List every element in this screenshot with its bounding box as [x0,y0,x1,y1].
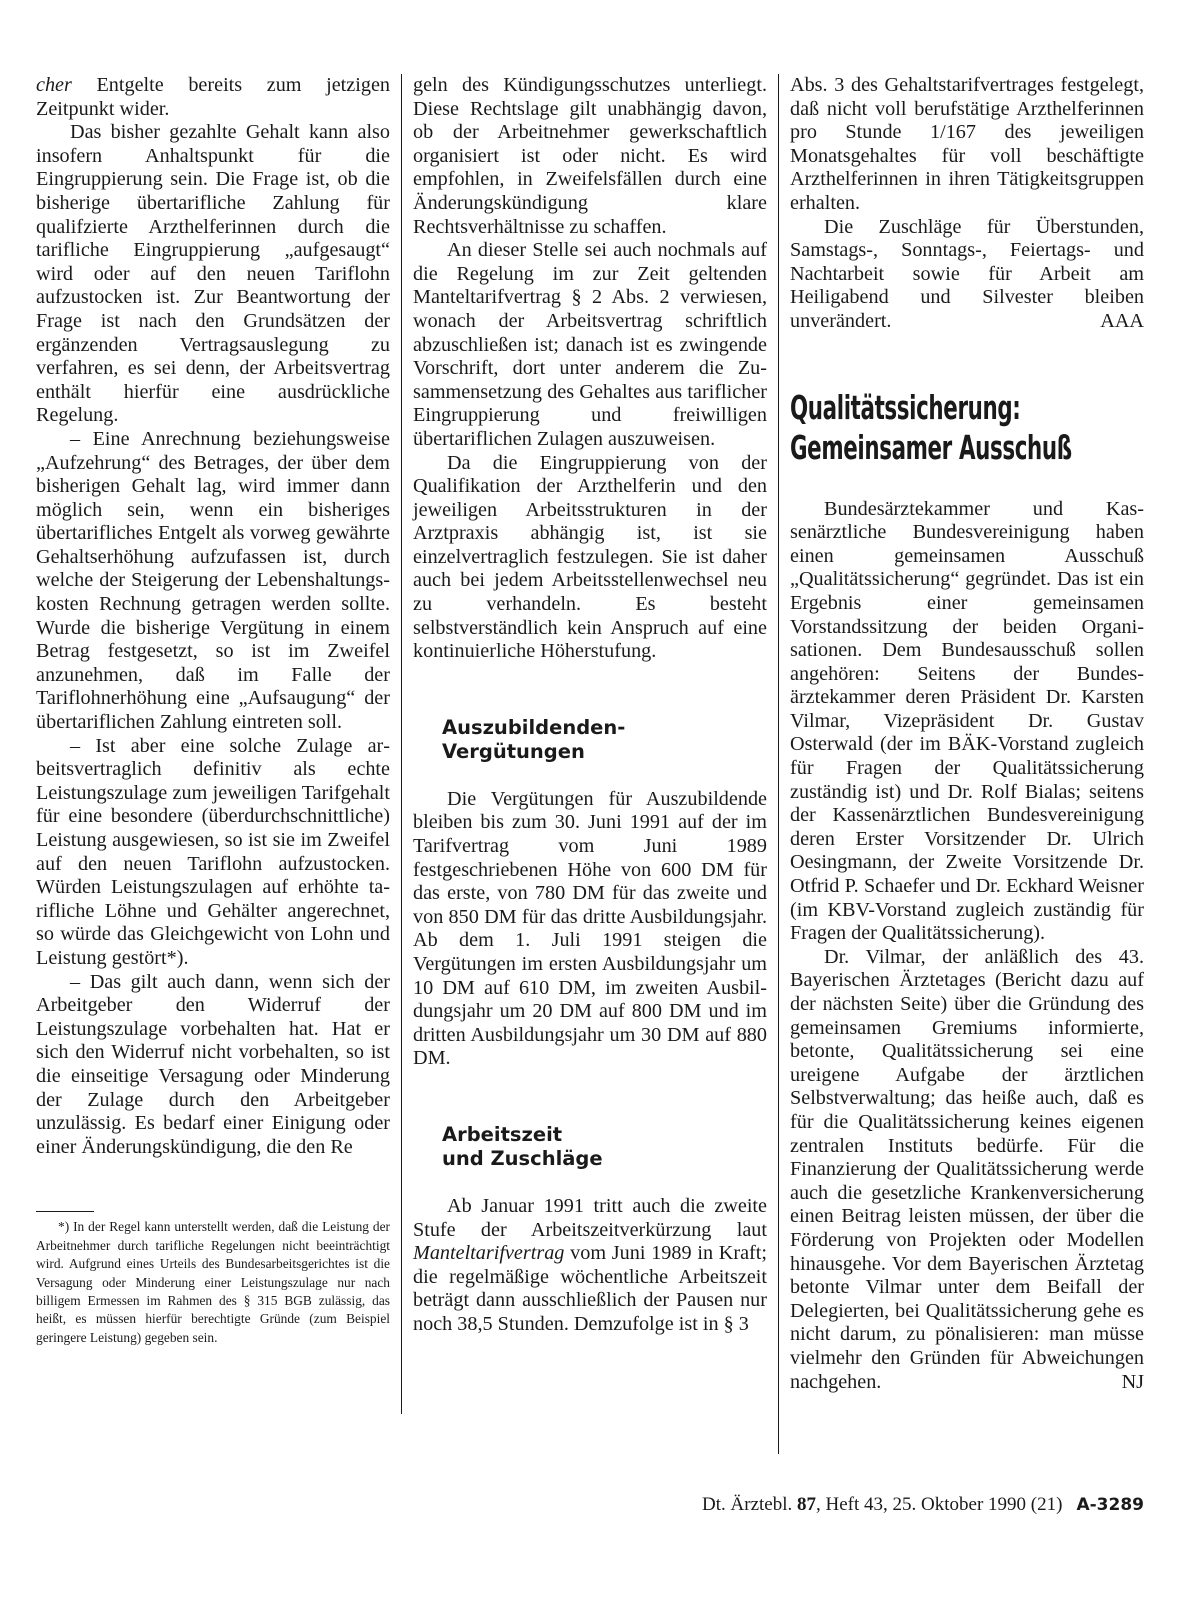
text-fragment: Dr. Vilmar, der anläßlich des 43. Bayerischen Ärztetages (Bericht dazu auf der nächsten Seite) über die Gründung des gemeinsamen Gremiums informierte, betonte, Qualitätssicherung sei eine ureigene Aufgabe der ärztlichen Selbstverwaltung; das heiße auch, daß es für die Qualitätssicherung keines eigenen zentralen Instituts bedürfe. Für die Finanzierung der Qualitätssicherung werde auch die gesetzliche Krankenversicherung einen Beitrag leisten müssen, der über die Förderung von Projekten oder Modellen hinausgehe. Vor dem Bayerischen Ärztetag betonte Vilmar unter dem Beifall der Delegierten, bei Qualitätssicherung gehe es nicht darum, zu pönalisieren: man müsse vielmehr den Gründen für Abweichungen nachgehen. [790,945,1144,1393]
paragraph: – Eine Anrechnung beziehungsweise „Aufzehrung“ des Betrages, der über dem bisherigen Gehalt lag, wird immer dann möglich sein, wenn ein bisheriges übertarifliches Entgelt als vorweg gewährte Gehaltserhöhung aufzufassen ist, durch welche der Steigerung der Lebenshaltungskosten Rechnung getragen werden sollte. Wurde die bisherige Vergütung in einem Betrag festgesetzt, so ist im Zweifel anzunehmen, daß im Falle der Tariflohnerhöhung eine „Aufsaugung“ der übertariflichen Zahlung eintreten soll. [36,427,390,734]
subheading-line: Arbeitszeit [442,1122,563,1146]
paragraph: Abs. 3 des Gehaltstarifvertrages festgelegt, daß nicht voll berufstätige Arzthelferinnen pro Stunde 1/167 des jeweiligen Monatsgehaltes für voll beschäftigte Arzthelferinnen in ihren Tätigkeitsgruppen erhalten. [790,74,1144,214]
subheading-line: Auszubildenden- [442,715,626,739]
column-middle [413,74,767,1337]
paragraph [36,74,390,121]
footnote: *) In der Regel kann unterstellt werden, daß die Leistung der Arbeitnehmer durch tarifliche Regelungen nicht beeinträchtigt wird. Aufgrund eines Urteils des Bundesarbeitsgerichtes ist die Versagung oder Minderung einer Leistungszulage nur nach billigem Ermessen im Rahmen des § 315 BGB zulässig, das heißt, es müssen hierfür berechtigte Gründe (zum Beispiel geringere Leistung) gegeben sein. [36,1219,390,1345]
paragraph [413,1195,767,1337]
paragraph: – Das gilt auch dann, wenn sich der Arbeitgeber den Widerruf der Leistungszulage vorbehalten hat. Hat er sich den Widerruf nicht vorbehalten, so ist die einseitige Versagung oder Minderung der Zulage durch den Arbeitgeber unzulässig. Es bedarf einer Einigung oder einer Änderungskündigung, die den Re [36,970,390,1158]
page-footer [702,1494,1144,1516]
paragraph: Das bisher gezahlte Gehalt kann also insofern Anhaltspunkt für die Eingruppierung sein. Die Frage ist, ob die bisherige übertarifliche Zahlung für qualifzierte Arzthelferinnen durch die tarifliche Eingruppierung „aufgesaugt“ wird oder auf den neuen Tariflohn aufzustocken ist. Zur Beantwortung der Frage ist nach den Grundsätzen der ergänzenden Vertragsauslegung zu verfahren, es sei denn, der Arbeitsvertrag enthält hierfür eine ausdrückliche Regelung. [36,121,390,427]
page-number: A-3289 [1076,1495,1144,1515]
paragraph [790,946,1144,1394]
text-fragment: Ab Januar 1991 tritt auch die zweite Stufe der Arbeitszeitverkürzung laut [413,1194,767,1241]
paragraph: Die Vergütungen für Auszubildende bleiben bis zum 30. Juni 1991 auf der im Tarifvertrag vom Juni 1989 festgeschriebenen Höhe von 600 DM für das erste, von 780 DM für das zweite und von 850 DM für das dritte Ausbildungsjahr. Ab dem 1. Juli 1991 steigen die Vergütungen im ersten Ausbildungsjahr um 10 DM auf 610 DM, im zweiten Ausbildungsjahr um 20 DM auf 800 DM und im dritten Ausbildungsjahr um 30 DM auf 880 DM. [413,787,767,1070]
volume-number: 87 [797,1494,817,1515]
column-divider [778,74,779,1454]
text-fragment: vom Juni 1989 in Kraft; die regelmäßige wöchentliche Arbeitszeit beträgt dann ausschließlich der Pausen nur noch 38,5 Stunden. Demzufolge ist in § 3 [413,1242,767,1335]
italic-fragment: cher [36,74,72,96]
subheading [442,1123,767,1171]
author-signature: AAA [1100,309,1144,332]
subheading-line: Vergütungen [442,739,585,763]
footnote-rule [36,1211,94,1212]
text-fragment: Die Zuschläge für Überstunden, Samstags-, Sonntags-, Feiertags- und Nachtarbeit sowie für Arbeit am Heiligabend und Silvester bleiben unverändert. [790,215,1144,332]
article-headline [790,388,1150,468]
paragraph: – Ist aber eine solche Zulage arbeitsvertraglich definitiv als echte Leistungszulage zum jeweiligen Tarifgehalt für eine besondere (überdurchschnittliche) Leistung ausgewiesen, so ist sie im Zweifel auf den neuen Tariflohn aufzustocken. Würden Leistungszulagen auf erhöhte tarifliche Löhne und Gehälter angerechnet, so würde das Gleichgewicht von Lohn und Leistung gestört*). [36,734,390,969]
column-right [790,74,1144,1394]
text-fragment: Entgelte bereits zum jetzigen Zeitpunkt wider. [36,74,390,120]
author-signature: NJ [1121,1370,1144,1393]
paragraph: An dieser Stelle sei auch nochmals auf die Regelung im zur Zeit geltenden Manteltarifvertrag § 2 Abs. 2 verwiesen, wonach der Arbeitsvertrag schriftlich abzuschließen ist; danach ist es zwingende Vorschrift, dort unter anderem die Zusammensetzung des Gehaltes aus tariflicher Eingruppierung und freiwilligen übertariflichen Zulagen auszuweisen. [413,239,767,450]
column-left [36,74,390,1347]
headline-line: Gemeinsamer Ausschuß [790,427,1072,467]
paragraph [790,216,1144,334]
paragraph: Bundesärztekammer und Kassenärztliche Bundesvereinigung haben einen gemeinsamen Ausschuß „Qualitätssicherung“ gegründet. Das ist ein Ergebnis einer gemeinsamen Vorstandssitzung der beiden Organisationen. Dem Bundesausschuß sollen angehören: Seitens der Bundesärztekammer deren Präsident Dr. Karsten Vilmar, Vizepräsident Dr. Gustav Osterwald (der im BÄK-Vorstand zugleich für Fragen der Qualitätssicherung zuständig ist) und Dr. Rolf Bialas; seitens der Kassenärztlichen Bundesvereinigung deren Erster Vorsitzender Dr. Ulrich Oesingmann, der Zweite Vorsitzende Dr. Otfrid P. Schaefer und Dr. Eckhard Weisner (im KBV-Vorstand zugleich zuständig für Fragen der Qualitätssicherung). [790,497,1144,945]
headline-line: Qualitätssicherung: [790,387,1021,427]
journal-name: Dt. Ärztebl. [702,1494,793,1515]
issue-info: , Heft 43, 25. Oktober 1990 (21) [816,1494,1063,1515]
paragraph: Da die Eingruppierung von der Qualifikation der Arzthelferin und den jeweiligen Arbeitsstrukturen in der Arztpraxis abhängig ist, ist sie einzelvertraglich festzulegen. Sie ist daher auch bei jedem Arbeitsstellenwechsel neu zu verhandeln. Es besteht selbstverständlich kein Anspruch auf eine kontinuierliche Höherstufung. [413,451,767,663]
column-divider [401,74,402,1414]
italic-fragment: Manteltarifvertrag [413,1242,565,1265]
paragraph: geln des Kündigungsschutzes unterliegt. Diese Rechtslage gilt unabhängig davon, ob der Arbeitnehmer gewerkschaftlich organisiert ist oder nicht. Es wird empfohlen, in Zweifelsfällen durch eine Änderungskündigung klare Rechtsverhältnisse zu schaffen. [413,74,767,238]
subheading [442,716,767,764]
subheading-line: und Zuschläge [442,1146,603,1170]
